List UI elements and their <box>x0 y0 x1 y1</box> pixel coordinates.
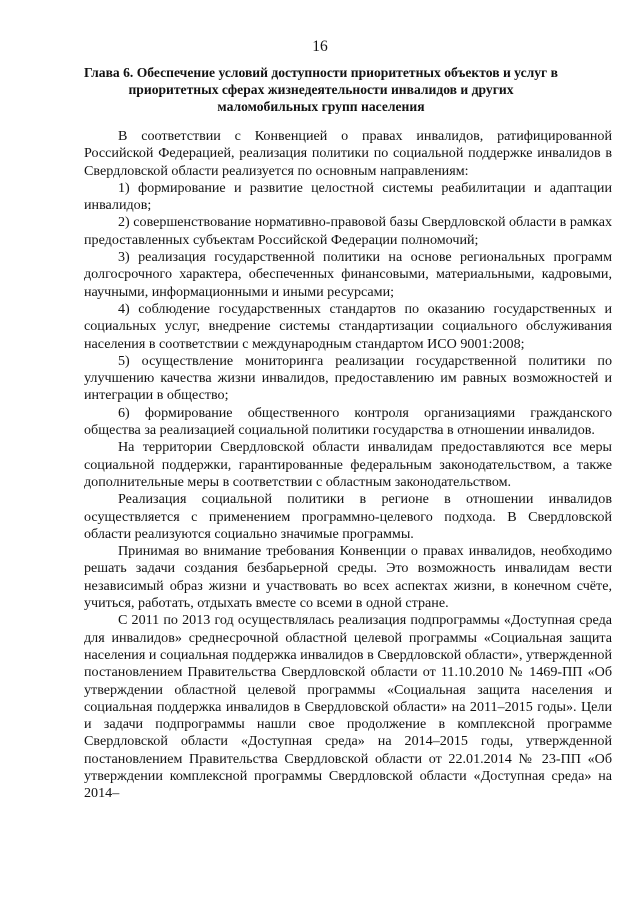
chapter-title: Глава 6. Обеспечение условий доступности приоритетных объектов и услуг в приоритетных сферах жизнедеятельности инвалидов и других маломобильных групп населения <box>84 65 558 114</box>
paragraph-item-2: 2) совершенствование нормативно-правовой базы Свердловской области в рамках предоставленных субъектам Российской Федерации полномочий; <box>84 214 612 248</box>
body-text <box>84 128 612 803</box>
paragraph-item-3: 3) реализация государственной политики на основе региональных программ долгосрочного характера, обеспеченных финансовыми, материальными, кадровыми, научными, информационными и иными ресурсами; <box>84 249 612 300</box>
paragraph-program-history: С 2011 по 2013 год осуществлялась реализация подпрограммы «Доступная среда для инвалидов» среднесрочной областной целевой программы «Социальная защита населения и социальная поддержка инвалидов в Свердловской области», утвержденной постановлением Правительства Свердловской области от 11.10.2010 № 1469-ПП «Об утверждении областной целевой программы «Социальная защита населения и социальная поддержка инвалидов в Свердловской области» на 2011–2015 годы». Цели и задачи подпрограммы нашли свое продолжение в комплексной программе Свердловской области «Доступная среда» на 2014–2015 годы, утвержденной постановлением Правительства Свердловской области от 22.01.2014 № 23-ПП «Об утверждении комплексной программы Свердловской области «Доступная среда» на 2014– <box>84 612 612 802</box>
paragraph-item-4: 4) соблюдение государственных стандартов по оказанию государственных и социальных услуг, внедрение системы стандартизации социального обслуживания населения в соответствии с международным стандартом ИСО 9001:2008; <box>84 300 612 352</box>
paragraph-program-approach: Реализация социальной политики в регионе в отношении инвалидов осуществляется с применением программно-целевого подхода. В Свердловской области реализуются социально значимые программы. <box>84 491 612 542</box>
paragraph-support-measures: На территории Свердловской области инвалидам предоставляются все меры социальной поддержки, гарантированные федеральным законодательством, а также дополнительные меры в соответствии с областным законодательством. <box>84 439 612 490</box>
paragraph-item-1: 1) формирование и развитие целостной системы реабилитации и адаптации инвалидов; <box>84 179 612 214</box>
paragraph-item-6: 6) формирование общественного контроля организациями гражданского общества за реализацией социальной политики государства в отношении инвалидов. <box>84 404 612 439</box>
paragraph-barrier-free: Принимая во внимание требования Конвенции о правах инвалидов, необходимо решать задачи создания безбарьерной среды. Это возможность инвалидам вести независимый образ жизни и участвовать во всех аспектах жизни, в конечном счёте, учиться, работать, отдыхать вместе со всеми в одной стране. <box>84 543 612 612</box>
paragraph-intro: В соответствии с Конвенцией о правах инвалидов, ратифицированной Российской Федерацией, реализация политики по социальной поддержке инвалидов в Свердловской области реализуется по основным направлениям: <box>84 128 612 179</box>
page-number: 16 <box>312 38 328 55</box>
paragraph-item-5: 5) осуществление мониторинга реализации государственной политики по улучшению качества жизни инвалидов, предоставлению им равных возможностей и интеграции в общество; <box>84 352 612 404</box>
